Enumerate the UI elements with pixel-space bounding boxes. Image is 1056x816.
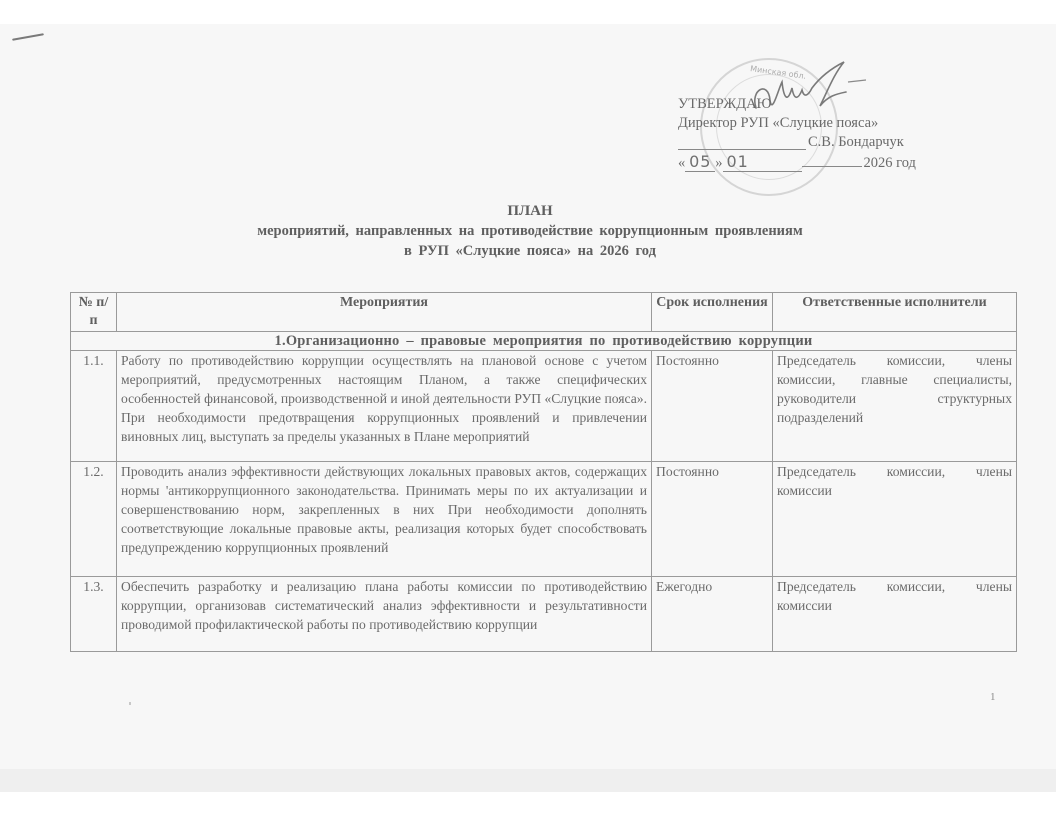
row-responsible: Председатель комиссии, члены комиссии bbox=[773, 577, 1017, 652]
date-close-quote: » bbox=[715, 155, 723, 171]
title-line-1: мероприятий, направленных на противодействие коррупционным проявлениям bbox=[257, 223, 803, 239]
row-number: 1.3. bbox=[71, 577, 117, 652]
signer-line bbox=[678, 133, 948, 152]
title-line-2: в РУП «Слуцкие пояса» на 2026 год bbox=[404, 243, 656, 259]
date-underline bbox=[802, 166, 862, 167]
signature-underline bbox=[678, 149, 806, 150]
row-number: 1.2. bbox=[71, 462, 117, 577]
table-header-row bbox=[71, 293, 1017, 332]
row-responsible: Председатель комиссии, члены комиссии bbox=[773, 462, 1017, 577]
page-number: 1 bbox=[990, 691, 996, 703]
row-activity: Обеспечить разработку и реализацию плана работы комиссии по противодействию коррупции, организовав систематический анализ эффективности и результативности проводимой профилактической работы по противодействию коррупции bbox=[117, 577, 652, 652]
director-position: Директор РУП «Слуцкие пояса» bbox=[678, 115, 879, 131]
header-num: № п/п bbox=[71, 293, 117, 332]
header-activity: Мероприятия bbox=[117, 293, 652, 332]
header-deadline: Срок исполнения bbox=[652, 293, 773, 332]
row-number: 1.1. bbox=[71, 351, 117, 462]
date-year: 2026 год bbox=[863, 155, 916, 171]
row-responsible: Председатель комиссии, члены комиссии, главные специалисты, руководители структурных подразделений bbox=[773, 351, 1017, 462]
stamp-text: Минская обл. bbox=[749, 64, 807, 81]
row-activity: Работу по противодействию коррупции осуществлять на плановой основе с учетом мероприятий, предусмотренных настоящим Планом, а также специфических особенностей финансовой, производственной и иной деятельности РУП «Слуцкие пояса». При необходимости предотвращения коррупционных проявлений и привлечении виновных лиц, выступать за пределы указанных в Плане мероприятий bbox=[117, 351, 652, 462]
row-activity: Проводить анализ эффективности действующих локальных правовых актов, содержащих нормы 'антикоррупционного законодательства. Принимать меры по их актуализации и совершенствованию норм, закрепленных в них При необходимости дополнять соответствующие локальные правовые акты, реализация которых будет способствовать предупреждению коррупционных проявлений bbox=[117, 462, 652, 577]
scan-edge-band bbox=[0, 769, 1056, 792]
date-open-quote: « bbox=[678, 155, 686, 171]
row-deadline: Постоянно bbox=[652, 351, 773, 462]
date-day: 05 bbox=[685, 152, 715, 172]
scan-speck bbox=[129, 702, 131, 705]
section-title: 1.Организационно – правовые мероприятия по противодействию коррупции bbox=[71, 332, 1017, 351]
approval-date bbox=[678, 152, 948, 173]
signer-name: С.В. Бондарчук bbox=[808, 134, 904, 150]
table-row bbox=[71, 577, 1017, 652]
plan-table bbox=[70, 292, 1017, 652]
table-row bbox=[71, 351, 1017, 462]
table-row bbox=[71, 462, 1017, 577]
date-month: 01 bbox=[723, 152, 802, 172]
row-deadline: Постоянно bbox=[652, 462, 773, 577]
section-row bbox=[71, 332, 1017, 351]
row-deadline: Ежегодно bbox=[652, 577, 773, 652]
approve-label: УТВЕРЖДАЮ bbox=[678, 96, 772, 112]
approval-block bbox=[678, 95, 948, 173]
header-responsible: Ответственные исполнители bbox=[773, 293, 1017, 332]
title-main: ПЛАН bbox=[507, 203, 553, 219]
document-title bbox=[100, 201, 960, 261]
